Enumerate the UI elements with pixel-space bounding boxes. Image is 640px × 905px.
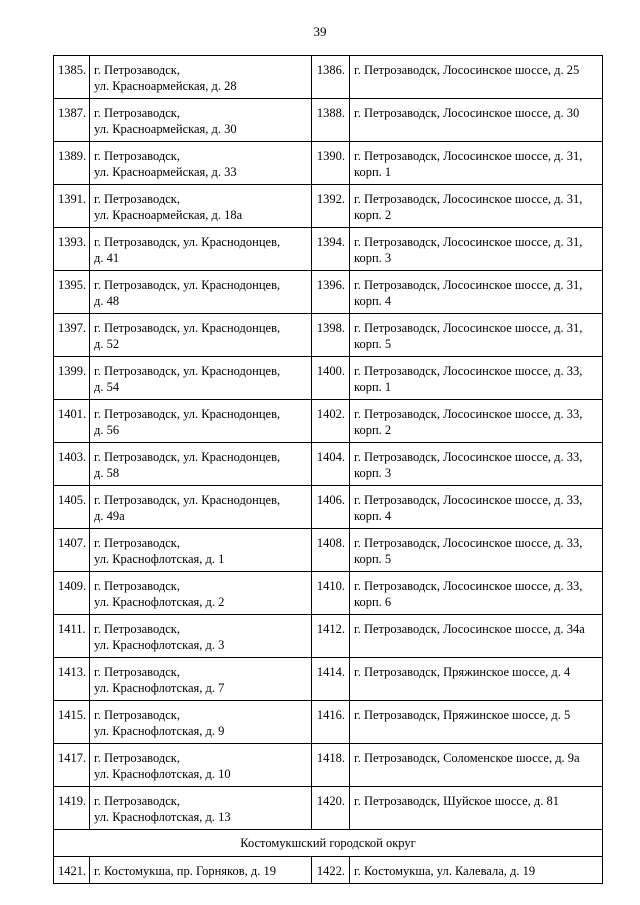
address-line: г. Петрозаводск, ул. Краснодонцев,: [94, 364, 281, 378]
address-line: ул. Краснофлотская, д. 2: [94, 595, 225, 609]
table-row: [54, 56, 603, 99]
entry-address: [350, 357, 603, 400]
entry-address: [350, 443, 603, 486]
address-line: ул. Красноармейская, д. 18а: [94, 208, 243, 222]
address-line: ул. Краснофлотская, д. 1: [94, 552, 225, 566]
entry-number: 1407.: [54, 529, 90, 572]
address-line: г. Петрозаводск, Лососинское шоссе, д. 31,: [354, 192, 583, 206]
entry-number: 1405.: [54, 486, 90, 529]
table-row: [54, 529, 603, 572]
entry-address: [350, 99, 603, 142]
table-row: [54, 443, 603, 486]
address-line: ул. Краснофлотская, д. 3: [94, 638, 225, 652]
address-line: г. Петрозаводск, Лососинское шоссе, д. 33,: [354, 450, 583, 464]
entry-number: 1402.: [312, 400, 350, 443]
address-line: г. Петрозаводск, Лососинское шоссе, д. 31,: [354, 278, 583, 292]
entry-number: 1403.: [54, 443, 90, 486]
address-line: г. Петрозаводск, ул. Краснодонцев,: [94, 235, 281, 249]
address-line: корп. 5: [354, 337, 392, 351]
entry-number: 1406.: [312, 486, 350, 529]
entry-number: 1408.: [312, 529, 350, 572]
address-line: г. Петрозаводск,: [94, 751, 180, 765]
entry-address: [350, 400, 603, 443]
entry-number: 1421.: [54, 857, 90, 884]
entry-number: 1420.: [312, 787, 350, 830]
entry-address: [90, 357, 312, 400]
address-line: г. Петрозаводск, ул. Краснодонцев,: [94, 493, 281, 507]
address-line: г. Петрозаводск, Лососинское шоссе, д. 31,: [354, 321, 583, 335]
entry-address: [90, 701, 312, 744]
entry-number: 1422.: [312, 857, 350, 884]
entry-number: 1400.: [312, 357, 350, 400]
entry-number: 1394.: [312, 228, 350, 271]
entry-number: 1413.: [54, 658, 90, 701]
table-row: [54, 400, 603, 443]
table-row: [54, 185, 603, 228]
table-row: [54, 701, 603, 744]
address-line: г. Петрозаводск, Лососинское шоссе, д. 33,: [354, 493, 583, 507]
address-line: г. Петрозаводск,: [94, 106, 180, 120]
address-line: г. Петрозаводск, ул. Краснодонцев,: [94, 407, 281, 421]
address-line: корп. 6: [354, 595, 392, 609]
address-line: корп. 3: [354, 251, 392, 265]
address-line: д. 49а: [94, 509, 125, 523]
address-line: корп. 1: [354, 380, 392, 394]
entry-number: 1396.: [312, 271, 350, 314]
entry-number: 1385.: [54, 56, 90, 99]
table-row: [54, 228, 603, 271]
entry-number: 1387.: [54, 99, 90, 142]
entry-address: [90, 787, 312, 830]
address-line: г. Петрозаводск, Шуйское шоссе, д. 81: [354, 794, 560, 808]
address-line: д. 58: [94, 466, 120, 480]
entry-address: [90, 400, 312, 443]
address-line: г. Костомукша, ул. Калевала, д. 19: [354, 864, 536, 878]
table-row: [54, 572, 603, 615]
entry-number: 1390.: [312, 142, 350, 185]
entry-address: [350, 744, 603, 787]
address-line: г. Петрозаводск, Лососинское шоссе, д. 34а: [354, 622, 585, 636]
address-line: г. Петрозаводск,: [94, 63, 180, 77]
entry-address: [350, 658, 603, 701]
address-line: корп. 4: [354, 294, 392, 308]
entry-address: [90, 658, 312, 701]
entry-number: 1389.: [54, 142, 90, 185]
entry-number: 1419.: [54, 787, 90, 830]
entry-number: 1401.: [54, 400, 90, 443]
address-line: д. 41: [94, 251, 120, 265]
section-block: [54, 830, 603, 857]
entry-number: 1404.: [312, 443, 350, 486]
address-line: ул. Красноармейская, д. 33: [94, 165, 237, 179]
entry-number: 1395.: [54, 271, 90, 314]
address-rows: [54, 56, 603, 830]
entry-address: [90, 486, 312, 529]
table-row: [54, 357, 603, 400]
address-line: г. Петрозаводск,: [94, 149, 180, 163]
entry-address: [90, 857, 312, 884]
entry-address: [90, 56, 312, 99]
entry-number: 1412.: [312, 615, 350, 658]
table-row: [54, 658, 603, 701]
entry-address: [350, 228, 603, 271]
entry-number: 1409.: [54, 572, 90, 615]
entry-address: [350, 615, 603, 658]
address-line: д. 48: [94, 294, 120, 308]
entry-address: [350, 486, 603, 529]
entry-address: [90, 99, 312, 142]
entry-address: [350, 701, 603, 744]
entry-address: [90, 615, 312, 658]
entry-number: 1411.: [54, 615, 90, 658]
entry-number: 1399.: [54, 357, 90, 400]
entry-number: 1386.: [312, 56, 350, 99]
address-line: г. Петрозаводск,: [94, 665, 180, 679]
entry-address: [90, 271, 312, 314]
address-line: корп. 2: [354, 208, 392, 222]
table-row: [54, 744, 603, 787]
address-line: г. Петрозаводск, Лососинское шоссе, д. 31,: [354, 235, 583, 249]
entry-number: 1392.: [312, 185, 350, 228]
entry-number: 1416.: [312, 701, 350, 744]
address-line: г. Петрозаводск, ул. Краснодонцев,: [94, 321, 281, 335]
entry-number: 1415.: [54, 701, 90, 744]
entry-number: 1397.: [54, 314, 90, 357]
table-row: [54, 787, 603, 830]
address-line: ул. Краснофлотская, д. 10: [94, 767, 231, 781]
entry-address: [350, 185, 603, 228]
section-header: Костомукшский городской округ: [54, 830, 603, 857]
entry-address: [90, 142, 312, 185]
address-line: г. Петрозаводск, Лососинское шоссе, д. 33,: [354, 407, 583, 421]
entry-number: 1418.: [312, 744, 350, 787]
address-line: корп. 1: [354, 165, 392, 179]
address-line: г. Петрозаводск,: [94, 794, 180, 808]
entry-address: [350, 314, 603, 357]
address-line: г. Петрозаводск, Лососинское шоссе, д. 33,: [354, 364, 583, 378]
address-line: г. Петрозаводск,: [94, 708, 180, 722]
section-header-row: [54, 830, 603, 857]
address-line: ул. Краснофлотская, д. 9: [94, 724, 225, 738]
address-line: г. Петрозаводск,: [94, 192, 180, 206]
table-row: [54, 271, 603, 314]
entry-number: 1414.: [312, 658, 350, 701]
entry-address: [90, 185, 312, 228]
address-line: г. Петрозаводск,: [94, 622, 180, 636]
address-line: г. Петрозаводск, Пряжинское шоссе, д. 4: [354, 665, 571, 679]
table-row: [54, 857, 603, 884]
entry-address: [90, 744, 312, 787]
entry-address: [350, 271, 603, 314]
address-line: д. 56: [94, 423, 120, 437]
address-line: ул. Краснофлотская, д. 13: [94, 810, 231, 824]
page-number: 39: [313, 24, 327, 39]
entry-address: [350, 857, 603, 884]
address-line: г. Петрозаводск, Пряжинское шоссе, д. 5: [354, 708, 571, 722]
table-row: [54, 142, 603, 185]
entry-address: [90, 228, 312, 271]
address-line: г. Петрозаводск, Лососинское шоссе, д. 31,: [354, 149, 583, 163]
address-line: г. Петрозаводск, ул. Краснодонцев,: [94, 278, 281, 292]
entry-address: [90, 314, 312, 357]
entry-number: 1417.: [54, 744, 90, 787]
address-line: корп. 5: [354, 552, 392, 566]
address-line: г. Петрозаводск,: [94, 579, 180, 593]
entry-address: [90, 572, 312, 615]
section-rows: [54, 857, 603, 884]
table-row: [54, 486, 603, 529]
address-line: корп. 4: [354, 509, 392, 523]
entry-number: 1398.: [312, 314, 350, 357]
address-line: г. Петрозаводск, Лососинское шоссе, д. 33,: [354, 536, 583, 550]
address-line: корп. 2: [354, 423, 392, 437]
address-line: г. Петрозаводск, Соломенское шоссе, д. 9а: [354, 751, 580, 765]
entry-number: 1393.: [54, 228, 90, 271]
address-table: [53, 55, 603, 884]
entry-address: [350, 529, 603, 572]
address-line: ул. Краснофлотская, д. 7: [94, 681, 225, 695]
address-line: г. Петрозаводск, Лососинское шоссе, д. 33,: [354, 579, 583, 593]
address-line: г. Костомукша, пр. Горняков, д. 19: [94, 864, 276, 878]
table-row: [54, 615, 603, 658]
entry-address: [350, 787, 603, 830]
entry-address: [350, 142, 603, 185]
entry-address: [350, 572, 603, 615]
entry-address: [350, 56, 603, 99]
address-line: г. Петрозаводск, ул. Краснодонцев,: [94, 450, 281, 464]
address-line: д. 52: [94, 337, 120, 351]
address-line: ул. Красноармейская, д. 30: [94, 122, 237, 136]
address-line: г. Петрозаводск,: [94, 536, 180, 550]
entry-number: 1391.: [54, 185, 90, 228]
address-line: ул. Красноармейская, д. 28: [94, 79, 237, 93]
address-line: г. Петрозаводск, Лососинское шоссе, д. 30: [354, 106, 580, 120]
entry-address: [90, 529, 312, 572]
table-row: [54, 99, 603, 142]
address-line: г. Петрозаводск, Лососинское шоссе, д. 25: [354, 63, 580, 77]
entry-number: 1388.: [312, 99, 350, 142]
address-line: д. 54: [94, 380, 120, 394]
address-line: корп. 3: [354, 466, 392, 480]
table-row: [54, 314, 603, 357]
entry-number: 1410.: [312, 572, 350, 615]
entry-address: [90, 443, 312, 486]
